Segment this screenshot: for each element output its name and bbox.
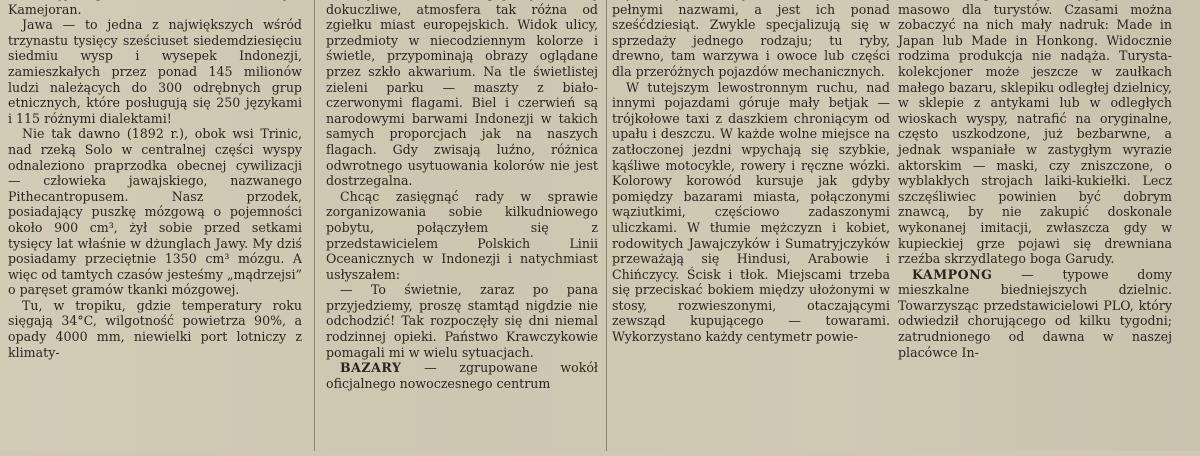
column-rule <box>606 0 607 451</box>
section-heading: KAMPONG <box>912 266 993 282</box>
paragraph: Kamejoran. <box>8 1 82 17</box>
paragraph: Nie tak dawno (1892 r.), obok wsi Trinic, nad rzeką Solo w centralnej części wyspy odnaleziono praprzodka obecnej cywilizacji — człowieka jawajskiego, nazwanego Pithecantropusem. Nasz przodek, posiadający puszkę mózgową o pojemności około 900 cm³, żył sobie przed setkami tysięcy lat właśnie w dżunglach Jawy. My dziś posiadamy przeciętnie 1350 cm³ mózgu. A więc od tamtych czasów jesteśmy „mądrzejsi” o paręset gramów tkanki mózgowej. <box>8 126 302 298</box>
paragraph: pełnymi nazwami, a jest ich ponad sześćdziesiąt. Zwykle specjalizują się w sprzedaży jednego rodzaju; tu ryby, drewno, tam warzywa i owoce lub części dla przeróżnych pojazdów mechanicznych. <box>612 1 890 79</box>
paragraph: W tutejszym lewostronnym ruchu, nad innymi pojazdami góruje mały betjak — trójkołowe taxi z daszkiem chroniącym od upału i deszczu. W każde wolne miejsce na zatłoczonej jezdni wpychają się szybkie, kąśliwe motocykle, rowery i ręczne wózki. Kolorowy korowód kursuje jak gdyby pomiędzy bazarami miasta, połączonymi wąziutkimi, częściowo zadaszonymi uliczkami. W tłumie mężczyzn i kobiet, rodowitych Jawajczyków i Sumatryjczyków przeważają się Hindusi, Arabowie i Chińczycy. Ścisk i tłok. Miejscami trzeba się przeciskać bokiem między ułożonymi w stosy, rozwieszonymi, otaczającymi zewsząd kupującego — towarami. Wykorzystano każdy centymetr powie- <box>612 79 890 345</box>
article-column-3 <box>612 0 890 456</box>
paragraph: dokuczliwe, atmosfera tak różna od zgiełku miast europejskich. Widok ulicy, przedmioty w niecodziennym kolorze i świetle, przypominają obrazy oglądane przez szkło akwarium. Na tle świetlistej zieleni parku — maszty z biało-czerwonymi flagami. Biel i czerwień są narodowymi barwami Indonezji w takich samych proporcjach jak na naszych flagach. Gdy zwisają luźno, różnica odwrotnego usytuowania kolorów nie jest dostrzegalna. <box>326 1 598 189</box>
paragraph-text: — zgrupowane wokół oficjalnego nowoczesnego centrum <box>326 360 598 391</box>
article-column-4 <box>898 0 1172 456</box>
paragraph <box>326 360 598 391</box>
paragraph: Tu, w tropiku, gdzie temperatury roku sięgają 34°C, wilgotność powietrza 90%, a opady 4000 mm, niewielki port lotniczy z klimaty- <box>8 297 302 360</box>
paragraph: Jawa — to jedna z największych wśród trzynastu tysięcy sześciuset siedemdziesięciu siedmiu wysp i wysepek Indonezji, zamieszkałych przez ponad 145 milionów ludzi należących do 300 odrębnych grup etnicznych, które posługują się 250 językami i 115 różnymi dialektami! <box>8 17 302 126</box>
column-rule <box>314 0 315 451</box>
paragraph: masowo dla turystów. Czasami można zobaczyć na nich mały nadruk: Made in Japan lub Made in Honkong. Widocznie rodzima produkcja nie nadąża. Turysta-kolekcjoner może jeszcze w zaułkach małego bazaru, sklepiku odległej dzielnicy, w sklepie z antykami lub w odległych wioskach wyspy, natrafić na oryginalne, często uszkodzone, już bezbarwne, a jednak wspaniałe w zastygłym wyrazie aktorskim — maski, czy zniszczone, o wyblakłych strojach laiki-kukiełki. Lecz szczęśliwiec powinien być dobrym znawcą, by nie zakupić doskonale wykonanej imitacji, zwłaszcza gdy w kupieckiej grze pojawi się drewniana rzeźba skrzydlatego boga Garudy. <box>898 1 1172 267</box>
paragraph: Chcąc zasięgnąć rady w sprawie zorganizowania sobie kilkudniowego pobytu, połączyłem się z przedstawicielem Polskich Linii Oceanicznych w Indonezji i natychmiast usłyszałem: <box>326 188 598 282</box>
paragraph <box>898 267 1172 361</box>
section-heading: BAZARY <box>340 360 402 376</box>
paragraph-text: — typowe domy mieszkalne biedniejszych dzielnic. Towarzysząc przedstawicielowi PLO, który odwiedził chorującego od kilku tygodni; zatrudnionego od dawna w naszej placówce In- <box>898 266 1172 360</box>
article-column-1 <box>8 0 302 456</box>
paragraph: — To świetnie, zaraz po pana przyjedziemy, proszę stamtąd nigdzie nie odchodzić! Tak rozpoczęły się dni niemal rodzinnej opieki. Państwo Krawczykowie pomagali mi w wielu sytuacjach. <box>326 282 598 360</box>
article-column-2 <box>326 0 598 456</box>
